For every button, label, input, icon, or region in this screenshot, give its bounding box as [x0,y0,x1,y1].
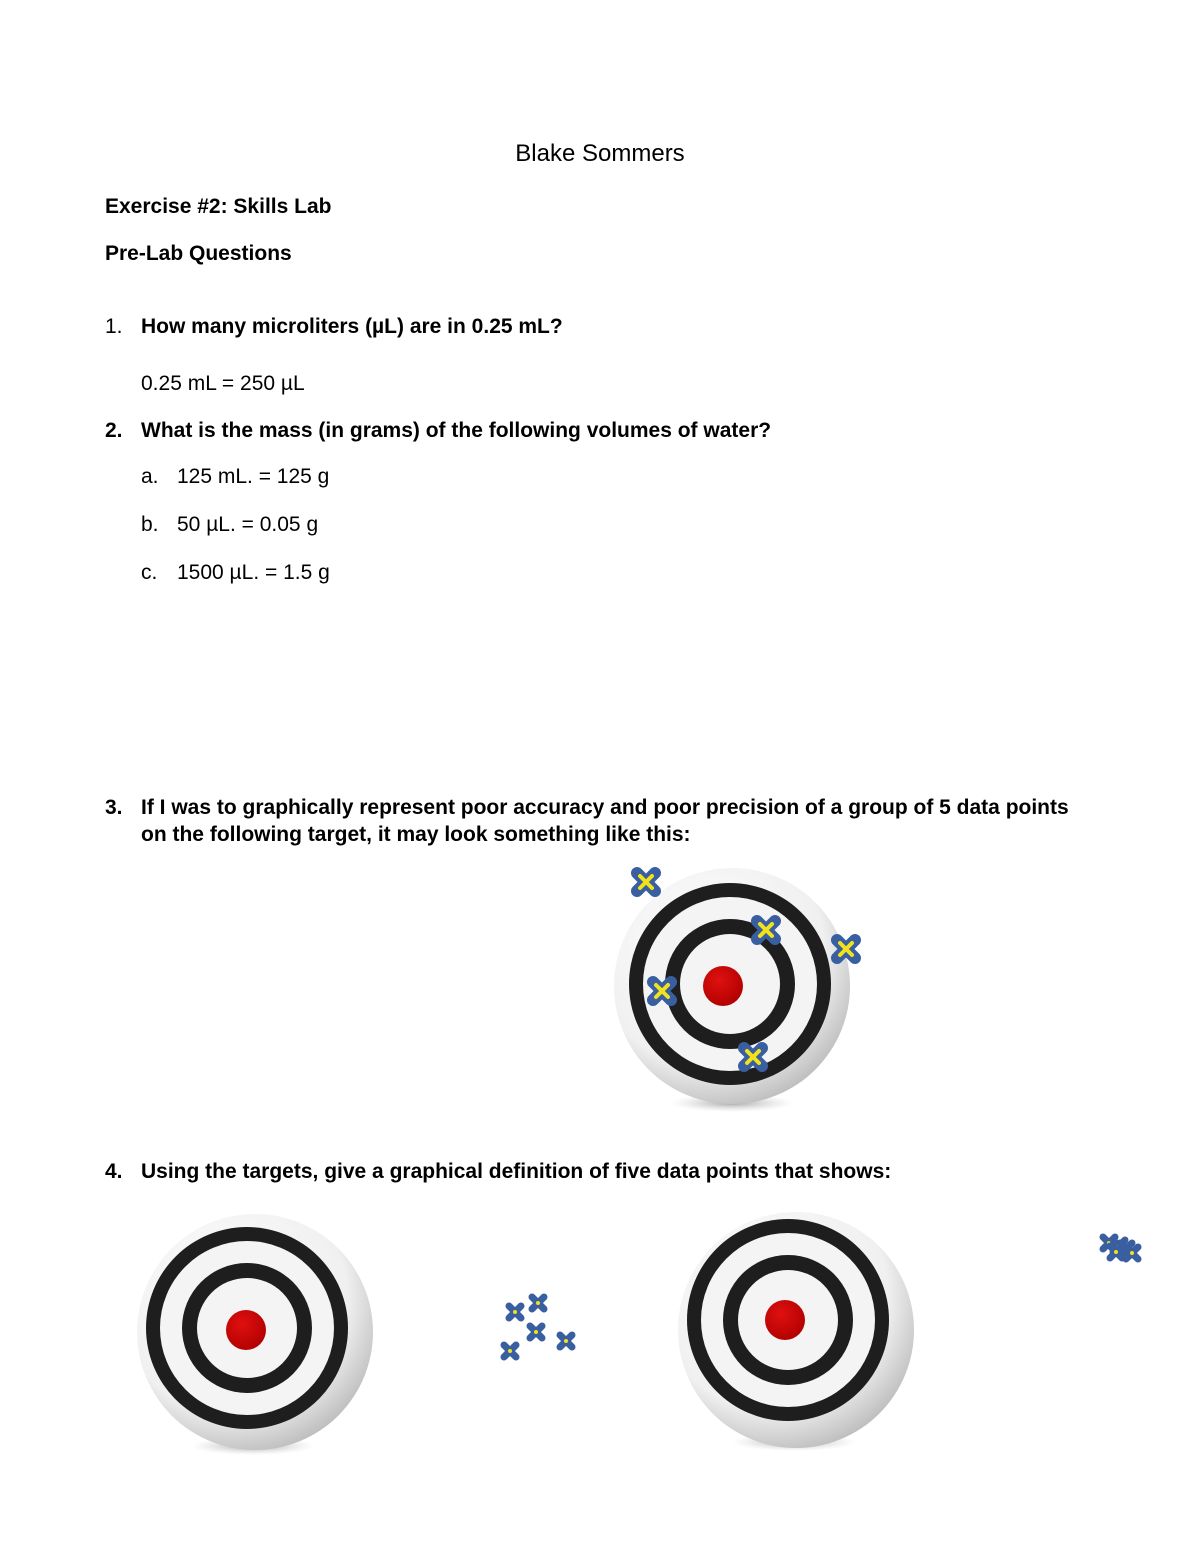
x-marker-small [530,1326,542,1338]
target-diagram-right [666,1208,926,1463]
question-4 [105,1160,891,1184]
question-number: 3. [105,796,123,819]
x-marker-small [509,1306,521,1318]
x-marker-small [1126,1247,1138,1259]
target-diagram-left [125,1210,385,1465]
part-answer: 125 mL. = 125 g [177,465,330,488]
question-1 [105,315,563,339]
answer-2c [141,561,330,585]
answer-1: 0.25 mL = 250 µL [141,372,305,395]
marker-cluster-right [1092,1226,1152,1271]
x-marker-small [560,1335,572,1347]
student-name: Blake Sommers [515,140,685,167]
question-text: Using the targets, give a graphical definition of five data points that shows: [141,1160,892,1183]
x-marker-small [504,1345,516,1357]
marker-cluster-left [490,1285,590,1375]
question-number: 4. [105,1160,123,1183]
question-text: If I was to graphically represent poor accuracy and poor precision of a group of 5 data points on the following target, it may look something like this: [141,796,1069,846]
part-letter: c. [141,561,158,584]
answer-2b [141,513,318,537]
question-number: 2. [105,419,123,442]
x-marker-small [532,1297,544,1309]
target-diagram-q3 [600,860,880,1120]
question-2 [105,419,771,443]
section-title: Pre-Lab Questions [105,242,292,265]
part-answer: 1500 µL. = 1.5 g [177,561,330,584]
x-marker [653,982,671,1000]
question-text: How many microliters (µL) are in 0.25 mL? [141,315,563,338]
part-letter: a. [141,465,159,488]
x-marker [637,873,655,891]
part-letter: b. [141,513,159,536]
x-marker [757,921,775,939]
question-number: 1. [105,315,123,338]
question-3 [105,794,1105,848]
exercise-title: Exercise #2: Skills Lab [105,195,332,218]
question-text: What is the mass (in grams) of the following volumes of water? [141,419,772,442]
answer-2a [141,465,329,489]
x-marker [744,1048,762,1066]
x-marker [837,940,855,958]
x-marker-small [1110,1246,1122,1258]
part-answer: 50 µL. = 0.05 g [177,513,319,536]
